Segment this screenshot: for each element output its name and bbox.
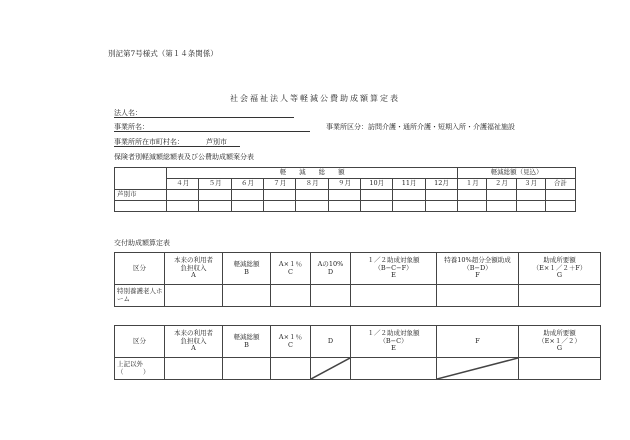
t2-header-f: 特養10%超分全額助成 （B−D） F xyxy=(437,253,519,285)
t2-header-kubun: 区分 xyxy=(115,253,165,285)
form-number: 別記第7号様式（第１４条関係） xyxy=(108,49,218,58)
t2-header-a: 本来の利用者 負担収入 A xyxy=(165,253,223,285)
subsidy-calc-table-other xyxy=(114,325,601,380)
table-cell xyxy=(328,190,360,201)
t3-header-b: 軽減総額 B xyxy=(223,326,271,358)
municipality-underline xyxy=(114,146,240,147)
table1-header-reduction-total: 軽 減 総 額 xyxy=(167,168,458,179)
document-title: 社会福祉法人等軽減公費助成額算定表 xyxy=(230,94,400,103)
table-cell xyxy=(223,358,271,380)
t3-row-label: 上記以外 （ ） xyxy=(115,358,165,380)
table-cell xyxy=(165,358,223,380)
table1-header-estimate: 軽減総額（見込） xyxy=(458,168,576,179)
table-cell xyxy=(458,201,487,212)
t2-header-g: 助成所要額 （E×１／２＋F） G xyxy=(519,253,601,285)
table-cell xyxy=(361,201,393,212)
month-header: 12月 xyxy=(425,179,457,190)
t3-header-d: D xyxy=(311,326,351,358)
table-cell xyxy=(361,190,393,201)
month-header: ８月 xyxy=(296,179,328,190)
month-header: ４月 xyxy=(167,179,199,190)
month-header: ５月 xyxy=(199,179,231,190)
t2-row-label: 特別養護老人ホーム xyxy=(115,285,165,307)
reduction-summary-table xyxy=(114,167,576,212)
t3-header-g: 助成所要額 （E×１／２） G xyxy=(519,326,601,358)
table-cell xyxy=(223,285,271,307)
table-cell xyxy=(199,201,231,212)
table-cell xyxy=(437,285,519,307)
table-cell xyxy=(487,201,516,212)
t2-header-e: １／２助成対象額 （B−C−F） E xyxy=(351,253,437,285)
t3-header-c: A×１％ C xyxy=(271,326,311,358)
t3-header-f: F xyxy=(437,326,519,358)
table-cell xyxy=(393,190,425,201)
municipality-value: 芦別市 xyxy=(206,138,227,146)
table-cell xyxy=(296,201,328,212)
municipality-label: 事業所所在市町村名： xyxy=(114,138,184,146)
table-cell xyxy=(199,190,231,201)
t2-header-c: A×１％ C xyxy=(271,253,311,285)
table-cell xyxy=(458,190,487,201)
month-header: ７月 xyxy=(264,179,296,190)
month-header: ２月 xyxy=(487,179,516,190)
table-cell xyxy=(167,190,199,201)
t2-header-d: Aの10% D xyxy=(311,253,351,285)
office-category: 事業所区分：訪問介護・通所介護・短期入所・介護福祉施設 xyxy=(326,123,515,131)
table-cell xyxy=(393,201,425,212)
table-cell xyxy=(519,358,601,380)
diagonal-cell xyxy=(437,358,519,380)
table-cell xyxy=(296,190,328,201)
month-header: 11月 xyxy=(393,179,425,190)
table-cell xyxy=(545,190,575,201)
table-cell xyxy=(264,190,296,201)
month-header: 10月 xyxy=(361,179,393,190)
municipality-row-label: 芦別市 xyxy=(115,190,167,201)
subsidy-calc-table xyxy=(114,252,601,307)
table1-blank-header xyxy=(115,168,167,190)
table-cell xyxy=(271,358,311,380)
table-cell xyxy=(516,201,545,212)
table-cell xyxy=(167,201,199,212)
table-cell xyxy=(545,201,575,212)
table-cell xyxy=(425,201,457,212)
office-underline xyxy=(114,131,310,132)
t3-header-e: １／２助成対象額 （B−C） E xyxy=(351,326,437,358)
table-cell xyxy=(271,285,311,307)
month-header: ６月 xyxy=(231,179,263,190)
corporation-underline xyxy=(114,117,294,118)
table-cell xyxy=(519,285,601,307)
table2-caption: 交付助成額算定表 xyxy=(114,239,170,247)
table-cell xyxy=(516,190,545,201)
table-cell xyxy=(351,358,437,380)
table-cell xyxy=(165,285,223,307)
corporation-label: 法人名： xyxy=(114,109,142,117)
table-cell xyxy=(115,201,167,212)
office-label: 事業所名： xyxy=(114,123,149,131)
table-cell xyxy=(264,201,296,212)
table-cell xyxy=(231,190,263,201)
t2-header-b: 軽減総額 B xyxy=(223,253,271,285)
table-cell xyxy=(311,285,351,307)
diagonal-cell xyxy=(311,358,351,380)
month-header: ９月 xyxy=(328,179,360,190)
table-cell xyxy=(231,201,263,212)
t3-header-a: 本来の利用者 負担収入 A xyxy=(165,326,223,358)
total-header: 合計 xyxy=(545,179,575,190)
table1-caption: 保険者別軽減額総額表及び公費助成額案分表 xyxy=(114,153,254,161)
t3-header-kubun: 区分 xyxy=(115,326,165,358)
table-cell xyxy=(487,190,516,201)
table-cell xyxy=(351,285,437,307)
table-cell xyxy=(328,201,360,212)
month-header: ３月 xyxy=(516,179,545,190)
table-cell xyxy=(425,190,457,201)
month-header: １月 xyxy=(458,179,487,190)
